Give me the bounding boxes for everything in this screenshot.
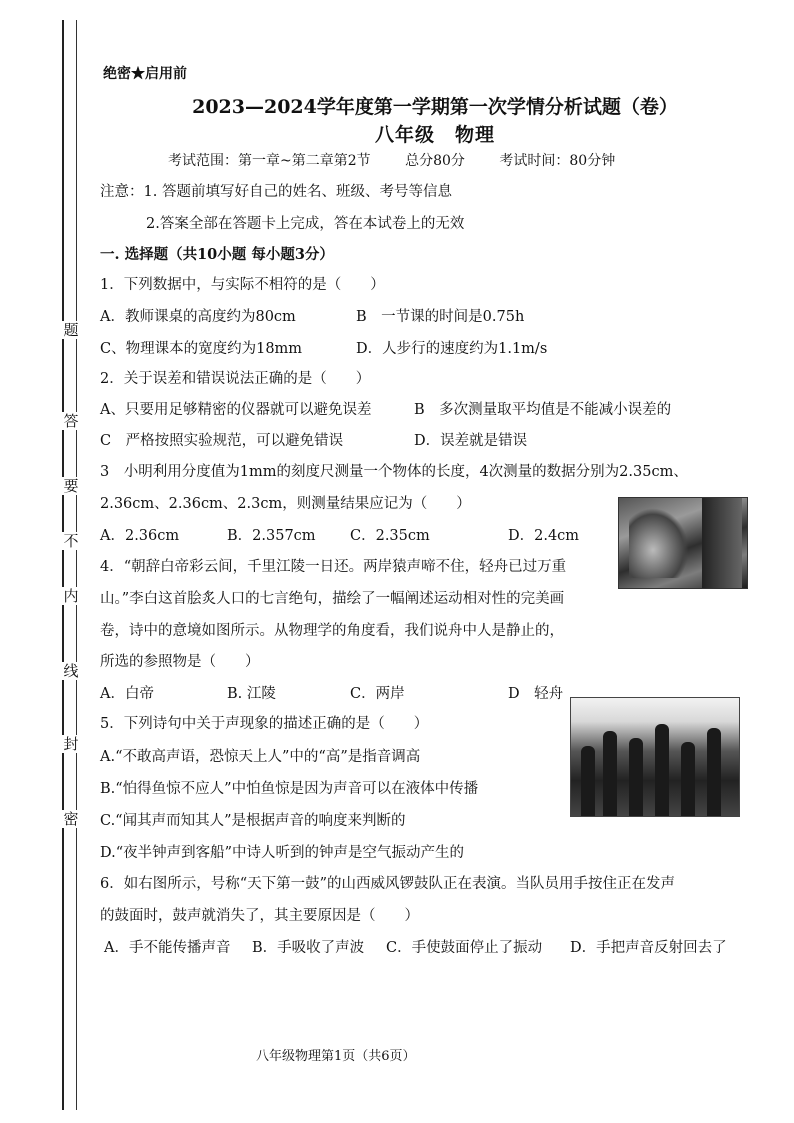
binding-char: 要 <box>58 477 84 495</box>
confidential-label: 绝密★启用前 <box>103 66 187 82</box>
note-2: 2.答案全部在答题卡上完成，答在本试卷上的无效 <box>146 216 465 232</box>
question-2-option-d: D．误差就是错误 <box>414 433 528 449</box>
question-5-option-d: D.“夜半钟声到客船”中诗人听到的钟声是空气振动产生的 <box>100 845 465 861</box>
river-gorge-image <box>618 497 748 589</box>
question-5-stem: 5．下列诗句中关于声现象的描述正确的是（ ） <box>100 716 429 732</box>
exam-total: 总分80分 <box>405 153 465 169</box>
question-5-option-b: B.“怕得鱼惊不应人”中怕鱼惊是因为声音可以在液体中传播 <box>100 781 479 797</box>
binding-char: 答 <box>58 412 84 430</box>
question-6-option-d: D．手把声音反射回去了 <box>570 940 727 956</box>
question-1-option-c: C、物理课本的宽度约为18mm <box>100 341 303 357</box>
question-6-option-b: B．手吸收了声波 <box>252 940 365 956</box>
question-3-stem-line-2: 2.36cm、2.36cm、2.3cm，则测量结果应记为（ ） <box>100 496 471 512</box>
note-1: 注意：1. 答题前填写好自己的姓名、班级、考号等信息 <box>100 184 452 200</box>
question-1-option-d: D．人步行的速度约为1.1m/s <box>356 341 548 357</box>
question-4-stem-line-2: 山。”李白这首脍炙人口的七言绝句，描绘了一幅阐述运动相对性的完美画 <box>100 591 565 607</box>
question-2-stem: 2．关于误差和错误说法正确的是（ ） <box>100 371 371 387</box>
question-2-option-c: C 严格按照实验规范，可以避免错误 <box>100 433 344 449</box>
question-4-option-c: C．两岸 <box>350 686 405 702</box>
binding-line-outer <box>62 20 64 1110</box>
question-4-stem-line-1: 4．“朝辞白帝彩云间，千里江陵一日还。两岸猿声啼不住，轻舟已过万重 <box>100 559 567 575</box>
question-1-stem: 1．下列数据中，与实际不相符的是（ ） <box>100 277 385 293</box>
binding-char: 不 <box>58 532 84 550</box>
exam-title: 2023—2024学年度第一学期第一次学情分析试题（卷） <box>192 96 678 118</box>
question-2-option-a: A、只要用足够精密的仪器就可以避免误差 <box>100 402 372 418</box>
question-1-option-a: A．教师课桌的高度约为80cm <box>100 309 296 325</box>
question-2-option-b: B 多次测量取平均值是不能减小误差的 <box>414 402 672 418</box>
question-4-option-b: B. 江陵 <box>227 686 276 702</box>
question-3-option-a: A．2.36cm <box>100 528 180 544</box>
question-1-option-b: B 一节课的时间是0.75h <box>356 309 525 325</box>
exam-scope: 考试范围：第一章~第二章第2节 <box>168 153 371 169</box>
binding-char: 题 <box>58 321 84 339</box>
question-6-option-c: C．手使鼓面停止了振动 <box>386 940 543 956</box>
question-4-stem-line-3: 卷，诗中的意境如图所示。从物理学的角度看，我们说舟中人是静止的， <box>100 623 564 639</box>
exam-info <box>168 150 645 170</box>
exam-subtitle: 八年级 物理 <box>374 124 495 146</box>
binding-line-inner <box>76 20 77 1110</box>
section-title: 一. 选择题（共10小题 每小题3分） <box>100 246 334 263</box>
drum-troupe-image <box>570 697 740 817</box>
question-6-stem-line-2: 的鼓面时，鼓声就消失了，其主要原因是（ ） <box>100 908 419 924</box>
question-6-stem-line-1: 6．如右图所示，号称“天下第一鼓”的山西威风锣鼓队正在表演。当队员用手按住正在发声 <box>100 876 676 892</box>
binding-char: 封 <box>58 735 84 753</box>
question-5-option-a: A.“不敢高声语，恐惊天上人”中的“高”是指音调高 <box>100 749 421 765</box>
binding-char: 密 <box>58 810 84 828</box>
binding-char: 内 <box>58 587 84 605</box>
question-4-option-a: A．白帝 <box>100 686 154 702</box>
binding-char: 线 <box>58 662 84 680</box>
question-3-stem-line-1: 3 小明利用分度值为1mm的刻度尺测量一个物体的长度，4次测量的数据分别为2.35cm、 <box>100 464 688 480</box>
question-4-stem-line-4: 所选的参照物是（ ） <box>100 654 260 670</box>
page-footer: 八年级物理第1页（共6页） <box>256 1049 416 1064</box>
question-6-option-a: A．手不能传播声音 <box>104 940 231 956</box>
question-3-option-d: D．2.4cm <box>508 528 580 544</box>
question-5-option-c: C.“闻其声而知其人”是根据声音的响度来判断的 <box>100 813 406 829</box>
question-3-option-b: B．2.357cm <box>227 528 316 544</box>
question-3-option-c: C．2.35cm <box>350 528 430 544</box>
exam-time: 考试时间：80分钟 <box>499 153 616 169</box>
question-4-option-d: D 轻舟 <box>508 686 564 702</box>
